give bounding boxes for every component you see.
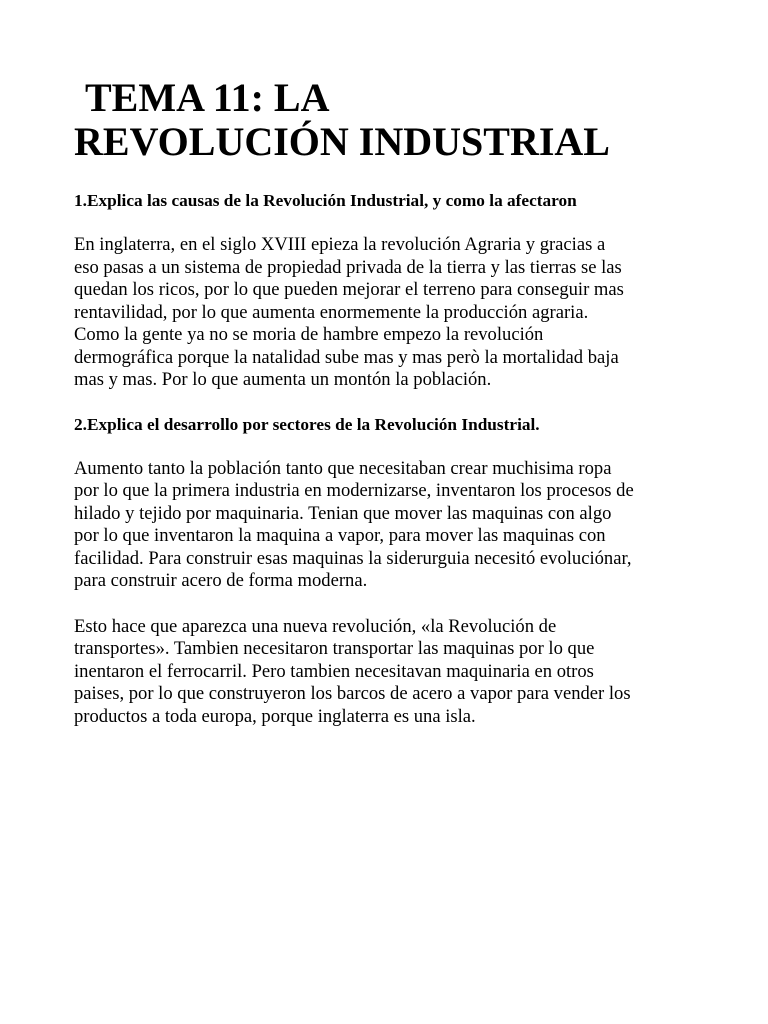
text-line: transportes». Tambien necesitaron transportar las maquinas por lo que [74, 638, 595, 659]
text-line: Esto hace que aparezca una nueva revolución, «la Revolución de [74, 615, 557, 637]
text-line: eso pasas a un sistema de propiedad privada de la tierra y las tierras se las [74, 256, 622, 278]
text-line: En inglaterra, en el siglo XVIII epieza la revolución Agraria y gracias a [74, 234, 606, 255]
answer-2-paragraph [74, 458, 704, 593]
text-line: inentaron el ferrocarril. Pero tambien necesitavan maquinaria en otros [74, 660, 594, 682]
text-line: hilado y tejido por maquinaria. Tenian que mover las maquinas con algo [74, 502, 612, 524]
answer-3-paragraph [74, 616, 704, 729]
text-line: mas y mas. Por lo que aumenta un montón la población. [74, 369, 492, 390]
text-line: por lo que inventaron la maquina a vapor, para mover las maquinas con [74, 525, 606, 546]
answer-1-paragraph [74, 234, 704, 392]
text-line: productos a toda europa, porque inglaterra es una isla. [74, 705, 476, 727]
text-line: facilidad. Para construir esas maquinas la siderurguia necesitó evoluciónar, [74, 547, 632, 569]
title-line: REVOLUCIÓN INDUSTRIAL [74, 119, 610, 164]
text-line: Aumento tanto la población tanto que necesitaban crear muchisima ropa [74, 457, 612, 479]
question-2-heading: 2.Explica el desarrollo por sectores de la Revolución Industrial. [74, 414, 540, 434]
document-content [74, 76, 704, 728]
text-line: para construir acero de forma moderna. [74, 570, 368, 591]
page-title [74, 76, 704, 164]
text-line: quedan los ricos, por lo que pueden mejorar el terreno para conseguir mas [74, 279, 624, 300]
text-line: rentavilidad, por lo que aumenta enormemente la producción agraria. [74, 301, 589, 323]
text-line: dermográfica porque la natalidad sube mas y mas però la mortalidad baja [74, 346, 619, 368]
title-line: TEMA 11: LA [85, 75, 330, 120]
question-1-heading: 1.Explica las causas de la Revolución Industrial, y como la afectaron [74, 191, 577, 210]
text-line: Como la gente ya no se moria de hambre empezo la revolución [74, 324, 544, 345]
text-line: por lo que la primera industria en modernizarse, inventaron los procesos de [74, 480, 634, 501]
text-line: paises, por lo que construyeron los barcos de acero a vapor para vender los [74, 683, 631, 704]
